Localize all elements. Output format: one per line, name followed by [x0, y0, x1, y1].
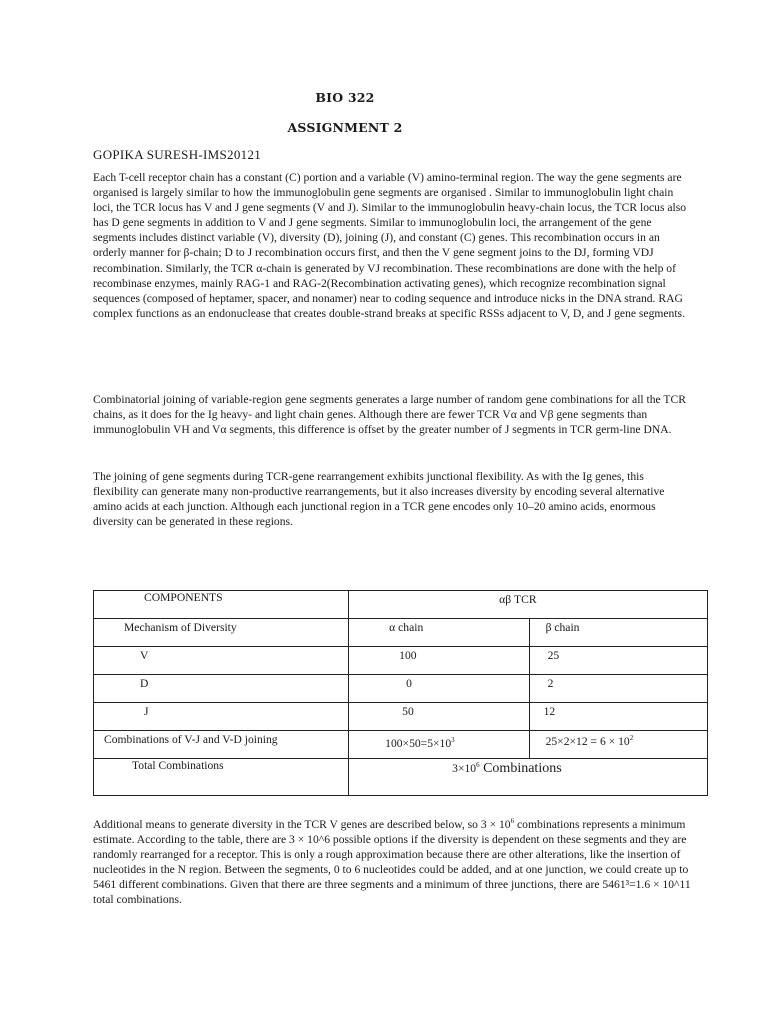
table-row	[94, 591, 708, 619]
paragraph-combinatorial-joining: Combinatorial joining of variable-region gene segments generates a large number of random gene combinations for all the TCR chains, as it does for the Ig heavy- and light chain genes. Although there are fewer TCR Vα and Vβ gene segments than immunoglobulin VH and Vα segments, this difference is offset by the greater number of J segments in TCR germ-line DNA.	[93, 393, 686, 437]
diversity-table	[93, 590, 708, 796]
assignment-title: ASSIGNMENT 2	[287, 120, 403, 135]
author-name: GOPIKA SURESH-IMS20121	[93, 147, 262, 162]
course-title: BIO 322	[315, 90, 375, 105]
combinations-label: Combinations of V-J and V-D joining	[104, 733, 278, 746]
table-row	[94, 703, 708, 731]
combinations-beta: $25\times 2\times 12 = 6 \times 10^2$	[545, 734, 634, 748]
beta-chain-label: β chain	[545, 621, 580, 634]
alpha-chain-label: α chain	[389, 621, 424, 634]
v-beta-value: 25	[547, 649, 560, 662]
combinations-alpha: $100\times 50=5\times 10^3$	[385, 736, 455, 750]
table-row	[94, 731, 708, 759]
paragraph-junctional-flexibility: The joining of gene segments during TCR-gene rearrangement exhibits junctional flexibility. As with the Ig genes, this flexibility can generate many non-productive rearrangements, but it also increases diversity by encoding several alternative amino acids at each junction. Although each junctional region in a TCR gene encodes only 10–20 amino acids, enormous diversity can be generated in these regions.	[93, 470, 665, 529]
paragraph-additional-diversity: Additional means to generate diversity in the TCR V genes are described below, so $3 \times 10^6$ combinations represents a minimum estimate. According to the table, there are 3 × 10^6 possible options if the diversity is dependent on these segments and they are randomly rearranged for a receptor. This is only a rough approximation because there are other alterations, like the insertion of nucleotides in the N region. Between the segments, 0 to 6 nucleotides could be added, and at one junction, we could create up to 5461 different combinations. Given that there are three segments and a minimum of three junctions, there are 5461³=1.6 × 10^11 total combinations.	[93, 817, 691, 907]
table-row	[94, 675, 708, 703]
mechanism-label: Mechanism of Diversity	[124, 621, 237, 634]
table-row	[94, 619, 708, 647]
table-row	[94, 759, 708, 796]
header-components: COMPONENTS	[144, 591, 223, 604]
total-combinations-label: Total Combinations	[132, 759, 224, 772]
table-row	[94, 647, 708, 675]
row-label-d: D	[140, 677, 149, 690]
header-tcr: αβ TCR	[499, 593, 537, 606]
d-beta-value: 2	[547, 677, 554, 690]
paragraph-tcr-structure: Each T-cell receptor chain has a constant (C) portion and a variable (V) amino-terminal region. The way the gene segments are organised is largely similar to how the immunoglobulin gene segments are organised . Similar to immunoglobulin light chain loci, the TCR locus has V and J gene segments (V and J). Similar to the immunoglobulin heavy-chain locus, the TCR locus also has D gene segments in addition to V and J gene segments. Similar to immunoglobulin loci, the arrangement of the gene segments includes distinct variable (V), diversity (D), joining (J), and constant (C) genes. This recombination occurs in an orderly manner for β-chain; D to J recombination occurs first, and then the V gene segment joins to the DJ, forming VDJ recombination. Similarly, the TCR α-chain is generated by VJ recombination. These recombinations are done with the help of recombinase enzymes, mainly RAG-1 and RAG-2(Recombination activating genes), which recognize recombination signal sequences (composed of heptamer, spacer, and nonamer) near to coding sequence and introduce nicks in the DNA strand. RAG complex functions as an endonuclease that creates double-strand breaks at specific RSSs adjacent to V, D, and J gene segments.	[93, 171, 687, 320]
j-alpha-value: 50	[402, 705, 414, 718]
j-beta-value: 12	[543, 705, 556, 718]
row-label-v: V	[140, 649, 149, 662]
total-combinations-value: $3\times 10^6$ Combinations	[452, 761, 562, 776]
v-alpha-value: 100	[399, 649, 417, 662]
row-label-j: J	[144, 705, 149, 718]
d-alpha-value: 0	[406, 677, 412, 690]
